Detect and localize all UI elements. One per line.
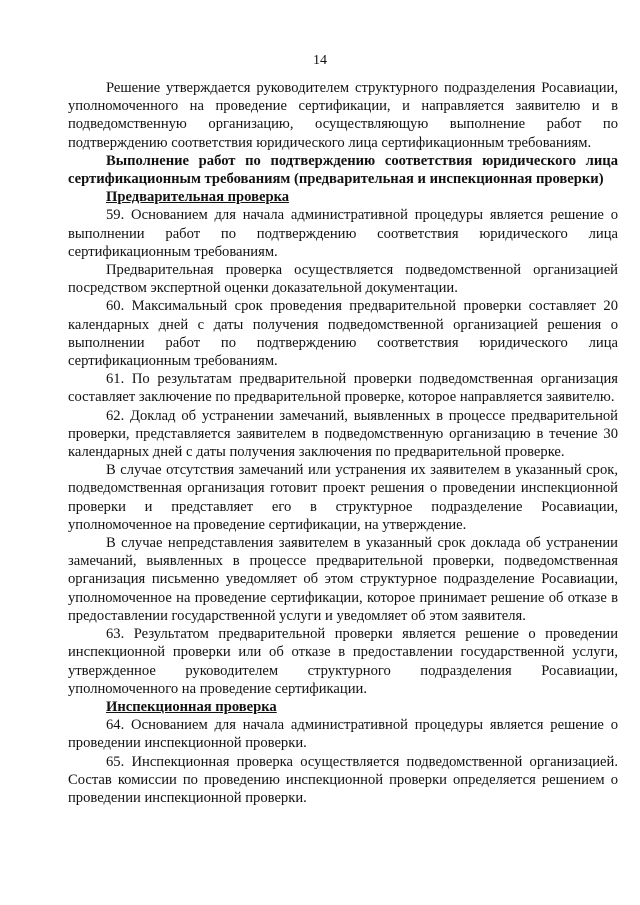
page-number: 14 bbox=[313, 53, 327, 68]
section-heading: Выполнение работ по подтверждению соответствия юридического лица сертификационным требованиям (предварительная и инспекционная проверки) bbox=[68, 152, 618, 188]
paragraph-no-remarks: В случае отсутствия замечаний или устранения их заявителем в указанный срок, подведомственная организация готовит проект решения о проведении инспекционной проверки и представляет его в структурное подразделение Росавиации, уполномоченное на проведение сертификации, на утверждение. bbox=[68, 462, 618, 533]
paragraph-65: 65. Инспекционная проверка осуществляется подведомственной организацией. Состав комиссии по проведению инспекционной проверки определяется решением о проведении инспекционной проверки. bbox=[68, 753, 618, 806]
subheading-inspection-check: Инспекционная проверка bbox=[106, 698, 277, 715]
paragraph-63: 63. Результатом предварительной проверки является решение о проведении инспекционной проверки или об отказе в предоставлении государственной услуги, утвержденное руководителем структурного подразделения Росавиации, уполномоченного на проведение сертификации. bbox=[68, 626, 618, 697]
paragraph-60: 60. Максимальный срок проведения предварительной проверки составляет 20 календарных дней с даты получения подведомственной организацией решения о выполнении работ по подтверждению соответствия юридического лица сертификационным требованиям. bbox=[68, 298, 618, 370]
paragraph-non-submission: В случае непредставления заявителем в указанный срок доклада об устранении замечаний, выявленных в процессе предварительной проверки, подведомственная организация письменно уведомляет об этом структурное подразделение Росавиации, уполномоченное на проведение сертификации, которое принимает решение об отказе в предоставлении государственной услуги и уведомляет об этом заявителя. bbox=[68, 535, 618, 624]
paragraph-64: 64. Основанием для начала административной процедуры является решение о проведении инспекционной проверки. bbox=[68, 717, 618, 752]
document-body bbox=[68, 79, 618, 807]
paragraph-61: 61. По результатам предварительной проверки подведомственная организация составляет заключение по предварительной проверке, которое направляется заявителю. bbox=[68, 371, 618, 406]
paragraph-59: 59. Основанием для начала административной процедуры является решение о выполнении работ по подтверждению соответствия юридического лица сертификационным требованиям. bbox=[68, 207, 618, 260]
subheading-preliminary-check: Предварительная проверка bbox=[106, 189, 290, 206]
paragraph-decision: Решение утверждается руководителем структурного подразделения Росавиации, уполномоченного на проведение сертификации, и направляется заявителю и в подведомственную организацию, осуществляющую выполнение работ по подтверждению соответствия юридического лица сертификационным требованиям. bbox=[68, 80, 618, 151]
paragraph-62: 62. Доклад об устранении замечаний, выявленных в процессе предварительной проверки, представляется заявителем в подведомственную организацию в течение 30 календарных дней с даты получения заключения по предварительной проверке. bbox=[68, 407, 618, 461]
paragraph-preliminary-expert: Предварительная проверка осуществляется подведомственной организацией посредством экспертной оценки доказательной документации. bbox=[68, 262, 618, 297]
